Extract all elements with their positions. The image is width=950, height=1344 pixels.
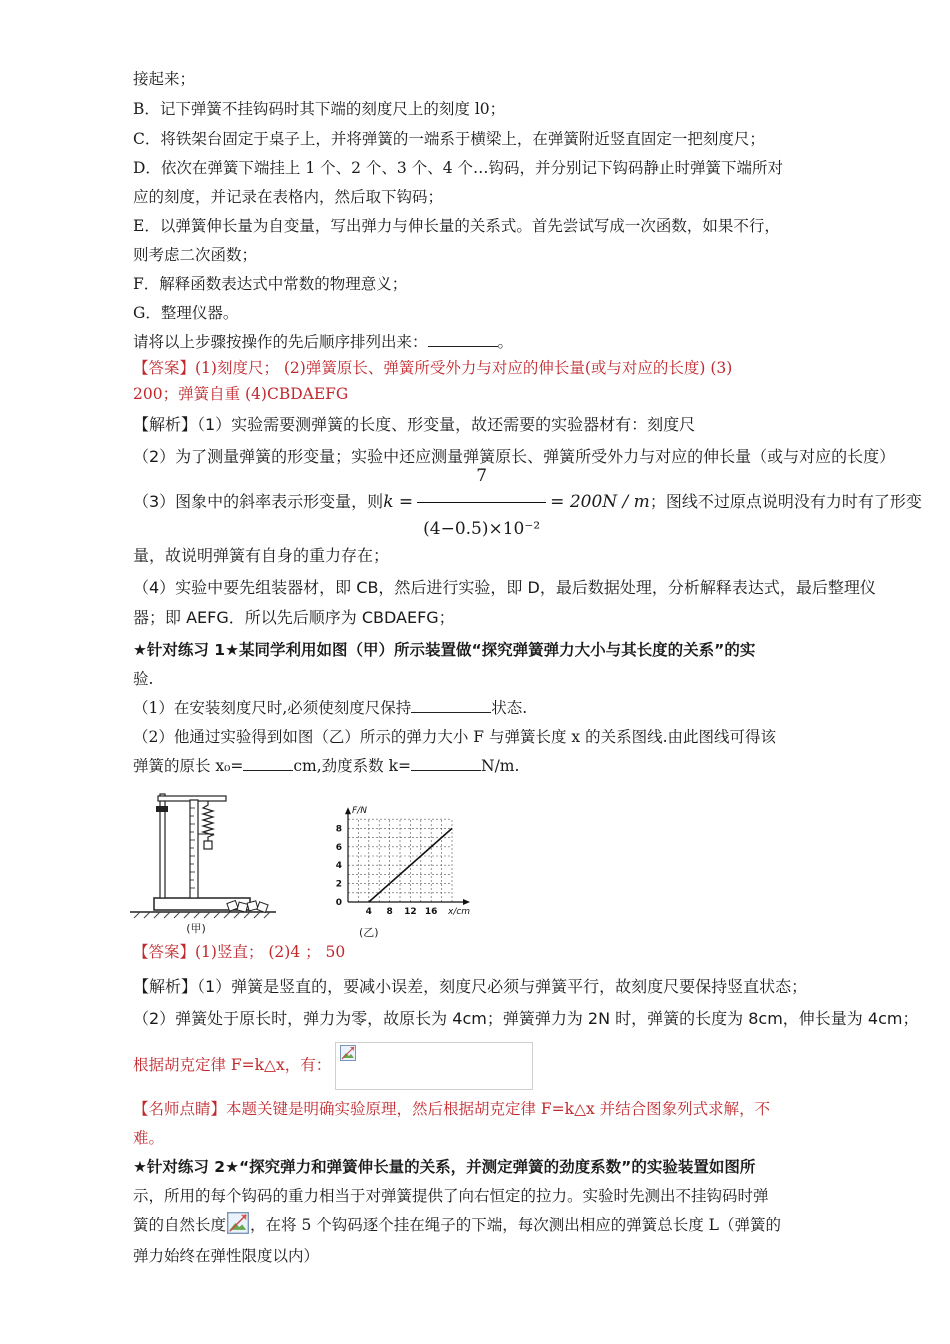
analysis-p1-3: 根据胡克定律 F=k△x，有： bbox=[133, 1056, 332, 1074]
practice-1-q1-text: （1）在安装刻度尺时,必须使刻度尺保持 bbox=[133, 699, 412, 717]
order-question bbox=[133, 331, 513, 353]
analysis-2: （2）为了测量弹簧的形变量；实验中还应测量弹簧原长、弹簧所受外力与对应的伸长量（或与对应的长度） bbox=[133, 447, 896, 466]
step-d: D．依次在弹簧下端挂上 1 个、2 个、3 个、4 个…钩码，并分别记下钩码静止时弹簧下端所对 bbox=[133, 159, 784, 177]
practice-1-q2-text: 弹簧的原长 x₀= bbox=[133, 757, 244, 775]
step-e-cont: 则考虑二次函数； bbox=[133, 246, 258, 264]
answer-blank bbox=[428, 331, 498, 347]
x-tick-label: 8 bbox=[386, 907, 393, 917]
x-tick-label: 16 bbox=[424, 907, 438, 917]
y-tick-label: 8 bbox=[335, 824, 342, 835]
analysis-4: （4）实验中要先组装器材，即 CB，然后进行实验，即 D，最后数据处理，分析解释表达式，最后整理仪 bbox=[133, 578, 876, 597]
y-tick-label: 2 bbox=[335, 879, 342, 890]
text-line: 接起来； bbox=[133, 70, 196, 88]
teacher-tip: 【名师点睛】本题关键是明确实验原理，然后根据胡克定律 F=k△x 并结合图象列式求解，不 bbox=[133, 1100, 771, 1118]
analysis-1: 【解析】（1）实验需要测弹簧的长度、形变量，故还需要的实验器材有：刻度尺 bbox=[133, 415, 696, 434]
practice-1-q1-end: 状态. bbox=[491, 699, 528, 717]
practice-1-q1 bbox=[133, 697, 527, 719]
y-tick-label: 6 bbox=[335, 842, 342, 853]
answer-1: 【答案】(1)刻度尺； (2)弹簧原长、弹簧所受外力与对应的伸长量(或与对应的长度) (3) bbox=[133, 359, 733, 377]
practice-1-title-cont: 验. bbox=[133, 670, 154, 688]
step-e: E．以弹簧伸长量为自变量，写出弹力与伸长量的关系式。首先尝试写成一次函数，如果不行， bbox=[133, 217, 780, 235]
step-f: F．解释函数表达式中常数的物理意义； bbox=[133, 275, 408, 293]
y-axis-arrow bbox=[345, 807, 351, 814]
answer-1-cont: 200；弹簧自重 (4)CBDAEFG bbox=[133, 385, 349, 403]
analysis-3-cont: 量，故说明弹簧有自身的重力存在； bbox=[133, 546, 390, 565]
analysis-3-tail: ；图线不过原点说明没有力时有了形变 bbox=[649, 492, 922, 511]
order-question-end: 。 bbox=[497, 333, 514, 351]
fraction-denominator: (4−0.5)×10⁻² bbox=[417, 502, 546, 553]
k-symbol: k = bbox=[383, 492, 414, 512]
practice-1-q2: （2）他通过实验得到如图（乙）所示的弹力大小 F 与弹簧长度 x 的关系图线.由此图线可得该 bbox=[133, 728, 776, 746]
blank-k bbox=[411, 755, 481, 771]
figure-yi-caption: (乙) bbox=[359, 926, 379, 939]
y-tick-label: 0 bbox=[335, 898, 342, 908]
inline-formula-image bbox=[226, 1216, 250, 1236]
apparatus-figure bbox=[128, 786, 278, 934]
answer-2: 【答案】(1)竖直； (2)4 ； 50 bbox=[133, 943, 346, 961]
analysis-p1-1: 【解析】（1）弹簧是竖直的，要减小误差，刻度尺必须与弹簧平行，故刻度尺要保持竖直状态； bbox=[133, 977, 808, 996]
k-value: = 200N / m bbox=[550, 492, 650, 512]
broken-image-icon bbox=[340, 1045, 356, 1061]
blank-x0 bbox=[243, 755, 293, 771]
fraction bbox=[417, 452, 546, 553]
y-tick-label: 4 bbox=[335, 861, 342, 872]
practice-2-line3 bbox=[133, 1214, 781, 1236]
practice-1-title: ★针对练习 1★某同学利用如图（甲）所示装置做“探究弹簧弹力大小与其长度的关系”的实 bbox=[133, 641, 756, 659]
analysis-4-cont: 器；即 AEFG．所以先后顺序为 CBDAEFG； bbox=[133, 608, 455, 627]
step-c: C．将铁架台固定于桌子上，并将弹簧的一端系于横梁上，在弹簧附近竖直固定一把刻度尺； bbox=[133, 130, 765, 148]
practice-2-line3-text: 簧的自然长度 bbox=[133, 1216, 227, 1234]
practice-1-q2-end: N/m. bbox=[481, 757, 520, 775]
broken-image-icon bbox=[227, 1212, 249, 1234]
practice-2-line3-tail: ，在将 5 个钩码逐个挂在绳子的下端，每次测出相应的弹簧总长度 L（弹簧的 bbox=[250, 1216, 781, 1234]
x-tick-label: 12 bbox=[404, 907, 417, 917]
practice-2-line4: 弹力始终在弹性限度以内） bbox=[133, 1247, 320, 1265]
x-tick-label: 4 bbox=[365, 907, 372, 917]
practice-1-q2-mid: cm,劲度系数 k= bbox=[293, 757, 411, 775]
fraction-numerator: 7 bbox=[476, 465, 488, 486]
analysis-p1-2: （2）弹簧处于原长时，弹力为零，故原长为 4cm；弹簧弹力为 2N 时，弹簧的长度为 8cm，伸长量为 4cm； bbox=[133, 1009, 919, 1028]
y-axis-label: F/N bbox=[352, 806, 367, 817]
step-g: G．整理仪器。 bbox=[133, 304, 239, 322]
figure-jia-caption: (甲) bbox=[186, 922, 206, 935]
x-axis-arrow bbox=[463, 899, 470, 905]
force-length-chart bbox=[318, 806, 478, 939]
practice-1-q2-cont bbox=[133, 755, 519, 777]
practice-2-title: ★针对练习 2★“探究弹力和弹簧伸长量的关系，并测定弹簧的劲度系数”的实验装置如图所 bbox=[133, 1158, 756, 1176]
analysis-3 bbox=[133, 465, 922, 539]
order-question-text: 请将以上步骤按操作的先后顺序排列出来： bbox=[133, 333, 428, 351]
blank-q1 bbox=[411, 697, 491, 713]
x-axis-label: x/cm bbox=[448, 907, 471, 917]
teacher-tip-cont: 难。 bbox=[133, 1129, 165, 1147]
formula-image bbox=[335, 1042, 533, 1090]
analysis-3-text: （3）图象中的斜率表示形变量，则 bbox=[133, 492, 384, 511]
practice-2-line2: 示，所用的每个钩码的重力相当于对弹簧提供了向右恒定的拉力。实验时先测出不挂钩码时弹 bbox=[133, 1187, 769, 1205]
step-d-cont: 应的刻度，并记录在表格内，然后取下钩码； bbox=[133, 188, 444, 206]
step-b: B．记下弹簧不挂钩码时其下端的刻度尺上的刻度 l0； bbox=[133, 100, 506, 118]
